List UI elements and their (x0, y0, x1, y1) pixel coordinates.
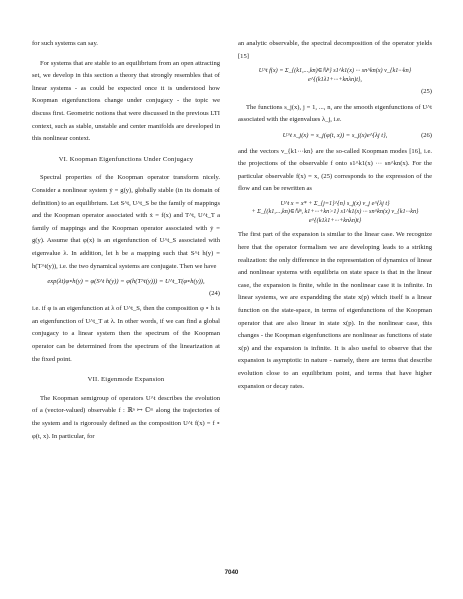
equation-27 (238, 200, 432, 226)
equation-25 (238, 67, 432, 84)
equation-text: exp(λt)φ∘h(y) = φ(S^t h(y)) = φ(h(T^t(y))) = U^t_T(φ∘h(y)), (47, 278, 205, 286)
page-number: 7040 (224, 569, 239, 576)
equation-line: U^t x = x* + Σ_{j=1}^{n} s_j(x) v_j e^{λj t} (280, 199, 390, 207)
paragraph: Spectral properties of the Koopman operator transform nicely. Consider a nonlinear system ẏ = g(y), globally stable (in its domain of definition) to an equilibrium. Let S^t, U^t_S be the family of mappings and the Koopman operator associated with ẋ = f(x) and T^t, U^t_T a family of mappings and the Koopman operator associated with ẏ = g(y). Assume that φ(x) is an eigenfunction of U^t_S associated with eigenvalue λ. In addition, let h be a mapping such that S^t h(y) = h(T^t(y)), i.e. the two dynamical systems are conjugate. Then we have (32, 174, 220, 270)
equation-line: + Σ_{(k1,...,kn)∈ℕⁿ, k1+···+kn>1} s1^k1(x) ··· sn^kn(x) v_{k1···kn} e^{(k1λ1+···+knλn)t} (251, 208, 419, 224)
equation-text: U^t f(x) = Σ_{(k1,...,kn)∈ℕⁿ} s1^k1(x) ··· sn^kn(x) v_{k1···kn} e^{(k1λ1+···+knλn)t}, (258, 67, 412, 83)
equation-number: (25) (421, 88, 432, 96)
paragraph: and the vectors v_{k1···kn} are the so-called Koopman modes [16], i.e. the projections of the observable f onto s1^k1(x) ··· sn^kn(x). For the particular observable f(x) = x, (25) corresponds to the expression of the flow and can be rewritten as (238, 147, 432, 193)
equation-text: U^t s_j(x) = s_j(φ(t, x)) = s_j(x)e^{λj t}, (282, 131, 388, 139)
right-column (238, 38, 432, 393)
paragraph: i.e. if φ is an eigenfunction at λ of U^t_S, then the composition φ ∘ h is an eigenfunction of U^t_T at λ. In other words, if we can find a global conjugacy to a linear system then the spectrum of the Koopman operator can be determined from the spectrum of the linearization at the fixed point. (32, 305, 220, 363)
left-column (32, 38, 220, 443)
section-heading: VII. Eigenmode Expansion (87, 376, 165, 384)
equation-number: (26) (421, 131, 432, 139)
paragraph: For systems that are stable to an equilibrium from an open attracting set, we develop in this section a theory that strongly resembles that of linear systems - as could be expected once it is understood how Koopman eigenfunctions change under conjugacy - the topic we discuss first. Geometric notions that were discussed in the previous LTI context, such as stable, unstable and center manifolds are developed in this nonlinear context. (32, 59, 220, 143)
section-heading: VI. Koopman Eigenfunctions Under Conjugacy (58, 155, 194, 163)
equation-number: (24) (209, 289, 220, 297)
paragraph: The functions s_j(x), j = 1, ..., n, are the smooth eigenfunctions of U^t associated with the eigenvalues λ_j, i.e. (238, 103, 432, 124)
paragraph: an analytic observable, the spectral decomposition of the operator yields [15] (238, 40, 432, 60)
equation-26 (238, 130, 432, 143)
paragraph: The Koopman semigroup of operators U^t describes the evolution of a (vector-valued) observable f : ℝⁿ ↦ ℂᵐ along the trajectories of the system and is rigorously defined as the composition U^t f(x) = f ∘ φ(t, x). In particular, for (32, 394, 220, 440)
paragraph: for such systems can say. (32, 40, 98, 47)
paragraph: The first part of the expansion is similar to the linear case. We recognize here that the operator formalism we are developing leads to a striking realization: the only difference in the representation of dynamics of linear and nonlinear systems with equilibria on state space is that in the linear case, the expansion is finite, while in the nonlinear case it is infinite. In linear systems, we are expandding the state x(p) which itself is a linear function on the state-space, in terms of eigenfunctions of the Koopman operator that are also linear in state x(p). In the nonlinear case, this changes - the Koopman eigenfunctions are nonlinear as functions of state x(p) and the expansion is infinite. It is also useful to observe that the expansion is asymptotic in nature - namely, there are terms that describe evolution close to an equilibrium point, and terms that have higher expansion or decay rates. (238, 231, 432, 390)
